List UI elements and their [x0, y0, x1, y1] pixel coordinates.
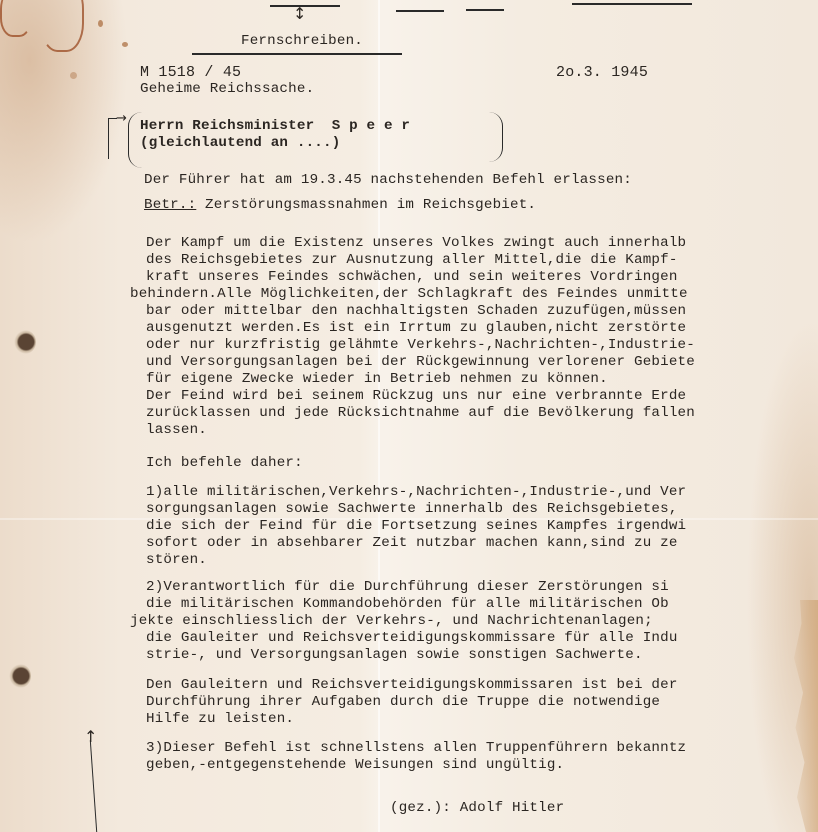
- subject-text: Zerstörungsmassnahmen im Reichsgebiet.: [205, 197, 537, 213]
- body-line: Der Kampf um die Existenz unseres Volkes zwingt auch innerhalb: [146, 235, 687, 251]
- body-line: des Reichsgebietes zur Ausnutzung aller Mittel,die die Kampf-: [146, 252, 678, 268]
- body-line: kraft unseres Feindes schwächen, und sein weiteres Vordringen: [146, 269, 678, 285]
- punch-hole: [14, 330, 36, 354]
- document-title: Fernschreiben.: [241, 33, 363, 49]
- stain-speck: [122, 42, 128, 47]
- item1-line: sofort oder in absehbarer Zeit nutzbar machen kann,sind zu ze: [146, 535, 678, 551]
- item2-line: die Gauleiter und Reichsverteidigungskommissare für alle Indu: [146, 630, 678, 646]
- handwritten-arrow-icon: →: [116, 111, 128, 126]
- handwritten-paren: [488, 112, 503, 162]
- body-line: lassen.: [146, 422, 207, 438]
- rust-stain: [0, 0, 32, 37]
- item1-line: sorgungsanlagen sowie Sachwerte innerhalb des Reichsgebietes,: [146, 501, 678, 517]
- item2-line: jekte einschliesslich der Verkehrs-, und Nachrichtenanlagen;: [130, 613, 653, 629]
- item3-line: 3)Dieser Befehl ist schnellstens allen Truppenführern bekanntz: [146, 740, 687, 756]
- stain-speck: [70, 72, 77, 79]
- body-line: bar oder mittelbar den nachhaltigsten Schaden zuzufügen,müssen: [146, 303, 687, 319]
- document-date: 2o.3. 1945: [556, 64, 649, 81]
- body-line: oder nur kurzfristig gelähmte Verkehrs-,Nachrichten-,Industrie-: [146, 337, 695, 353]
- punch-hole: [9, 664, 31, 688]
- handwritten-stroke: [466, 9, 504, 11]
- body-line: und Versorgungsanlagen bei der Rückgewinnung verlorener Gebiete: [146, 354, 695, 370]
- torn-edge: [788, 600, 818, 832]
- item1-line: 1)alle militärischen,Verkehrs-,Nachrichten-,Industrie-,und Ver: [146, 484, 687, 500]
- item2-line: die militärischen Kommandobehörden für alle militärischen Ob: [146, 596, 669, 612]
- gauleiter-line: Den Gauleitern und Reichsverteidigungskommissaren ist bei der: [146, 677, 678, 693]
- body-line: zurücklassen und jede Rücksichtnahme auf die Bevölkerung fallen: [146, 405, 695, 421]
- reference-number: M 1518 / 45: [140, 64, 242, 81]
- recipient-line-1: Herrn Reichsminister S p e e r: [140, 118, 411, 134]
- handwritten-stroke: [572, 3, 692, 5]
- gauleiter-line: Durchführung ihrer Aufgaben durch die Truppe die notwendige: [146, 694, 661, 710]
- gauleiter-line: Hilfe zu leisten.: [146, 711, 295, 727]
- item1-line: die sich der Feind für die Fortsetzung seines Kampfes irgendwi: [146, 518, 687, 534]
- recipient-line-2: (gleichlautend an ....): [140, 135, 341, 151]
- insert-arrow-icon: ↕: [293, 4, 307, 23]
- classification: Geheime Reichssache.: [140, 81, 315, 97]
- subject-label: Betr.:: [144, 197, 197, 213]
- handwritten-arrow-shaft: [90, 740, 101, 832]
- item3-line: geben,-entgegenstehende Weisungen sind ungültig.: [146, 757, 565, 773]
- order-intro: Ich befehle daher:: [146, 455, 303, 471]
- body-line: Der Feind wird bei seinem Rückzug uns nur eine verbrannte Erde: [146, 388, 687, 404]
- body-line: ausgenutzt werden.Es ist ein Irrtum zu glauben,nicht zerstörte: [146, 320, 687, 336]
- signature: (gez.): Adolf Hitler: [390, 800, 565, 816]
- intro-text: Der Führer hat am 19.3.45 nachstehenden Befehl erlassen:: [144, 172, 632, 188]
- item2-line: strie-, und Versorgungsanlagen sowie sonstigen Sachwerte.: [146, 647, 643, 663]
- item1-line: stören.: [146, 552, 207, 568]
- rust-stain: [40, 0, 84, 52]
- body-line: behindern.Alle Möglichkeiten,der Schlagkraft des Feindes unmitte: [130, 286, 688, 302]
- subject-line: [144, 197, 536, 214]
- stain-speck: [98, 20, 103, 27]
- title-underline: [192, 53, 402, 55]
- handwritten-stroke: [396, 10, 444, 12]
- arrow-up-icon: ↑: [84, 727, 98, 746]
- item2-line: 2)Verantwortlich für die Durchführung dieser Zerstörungen si: [146, 579, 669, 595]
- body-line: für eigene Zwecke wieder in Betrieb nehmen zu können.: [146, 371, 608, 387]
